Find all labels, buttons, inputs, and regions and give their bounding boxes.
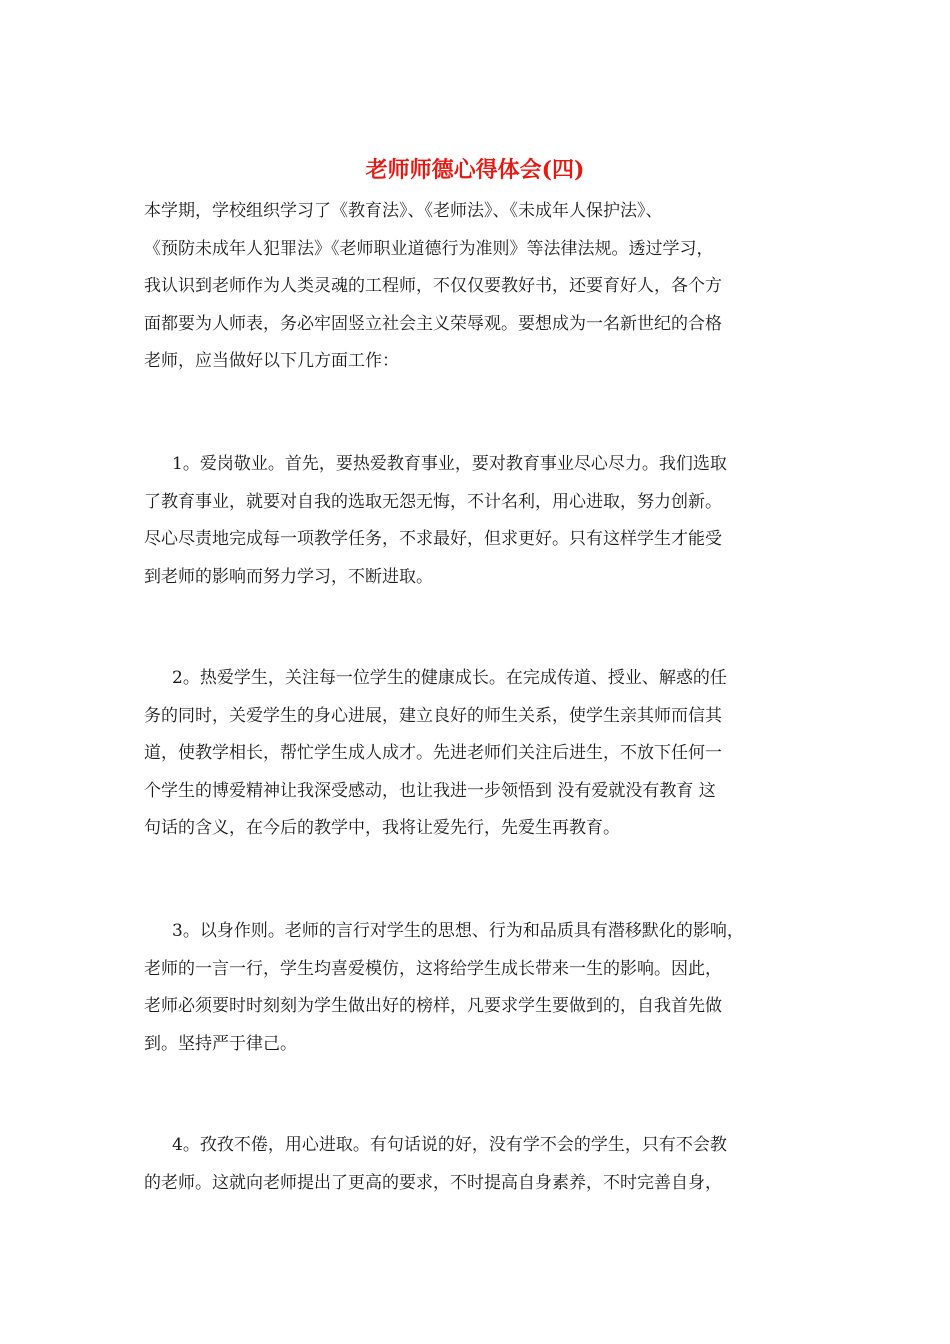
paragraph-point-3 [144, 913, 812, 1063]
text-line: 我认识到老师作为人类灵魂的工程师，不仅仅要教好书，还要育好人，各个方 [144, 276, 722, 296]
text-line: 尽心尽责地完成每一项教学任务，不求最好，但求更好。只有这样学生才能受 [144, 529, 722, 549]
text-line: 的老师。这就向老师提出了更高的要求，不时提高自身素养，不时完善自身， [144, 1172, 722, 1193]
text-line: 1。爱岗敬业。首先，要热爱教育事业，要对教育事业尽心尽力。我们选取 [172, 454, 727, 474]
text-line: 4。孜孜不倦，用心进取。有句话说的好，没有学不会的学生，只有不会教 [172, 1135, 727, 1155]
text-line: 个学生的博爱精神让我深受感动，也让我进一步领悟到 没有爱就没有教育 这 [144, 780, 716, 801]
text-line: 本学期，学校组织学习了《教育法》、《老师法》、《未成年人保护法》、 [144, 201, 663, 221]
text-line: 3。以身作则。老师的言行对学生的思想、行为和品质具有潜移默化的影响， [172, 921, 744, 941]
text-line: 面都要为人师表，务必牢固竖立社会主义荣辱观。要想成为一名新世纪的合格 [144, 313, 722, 334]
text-line: 道，使教学相长，帮忙学生成人成才。先进老师们关注后进生，不放下任何一 [144, 743, 722, 763]
text-line: 老师，应当做好以下几方面工作： [144, 351, 399, 371]
text-line: 务的同时，关爱学生的身心进展，建立良好的师生关系，使学生亲其师而信其 [144, 705, 722, 726]
paragraph-point-4 [144, 1127, 812, 1202]
document-title: 老师师德心得体会(四) [365, 157, 585, 183]
text-line: 老师必须要时时刻刻为学生做出好的榜样，凡要求学生要做到的，自我首先做 [144, 996, 722, 1016]
paragraph-point-1 [144, 446, 812, 596]
text-line: 老师的一言一行，学生均喜爱模仿，这将给学生成长带来一生的影响。因此， [144, 958, 722, 979]
paragraph-point-2 [144, 660, 812, 848]
text-line: 到老师的影响而努力学习，不断进取。 [144, 566, 433, 587]
text-line: 《预防未成年人犯罪法》《老师职业道德行为准则》等法律法规。透过学习， [144, 238, 714, 259]
text-line: 2。热爱学生，关注每一位学生的健康成长。在完成传道、授业、解惑的任 [172, 668, 727, 688]
text-line: 到。坚持严于律己。 [144, 1033, 297, 1054]
text-line: 句话的含义，在今后的教学中，我将让爱先行，先爱生再教育。 [144, 818, 620, 838]
text-line: 了教育事业，就要对自我的选取无怨无悔，不计名利，用心进取，努力创新。 [144, 491, 722, 512]
paragraph-intro [144, 193, 812, 381]
